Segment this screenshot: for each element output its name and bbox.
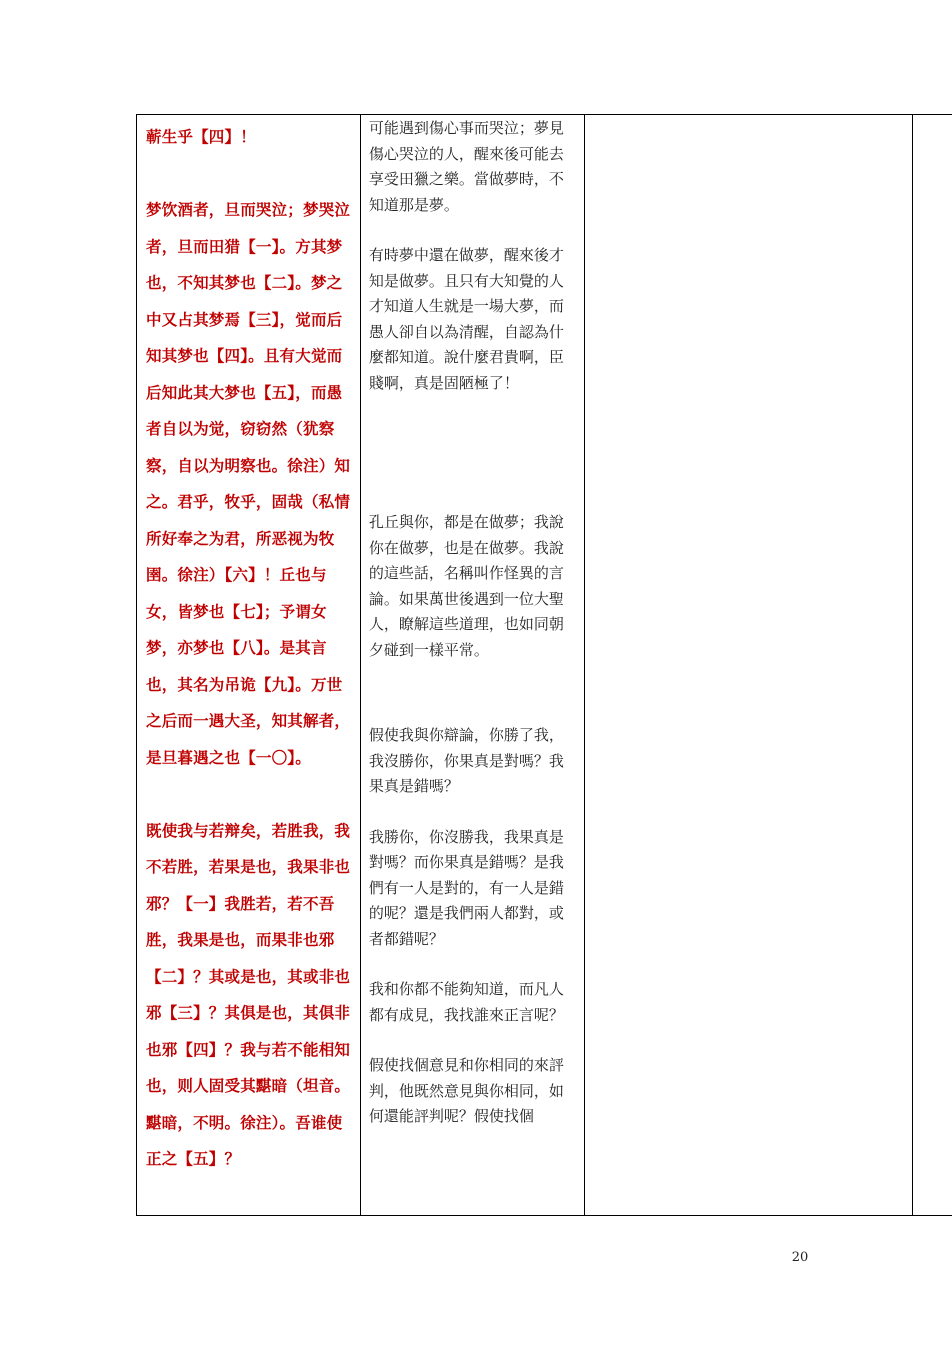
original-text-cell — [137, 115, 361, 1216]
translation-paragraph-7: 假使找個意見和你相同的來評判，他既然意見與你相同，如何還能評判呢？假使找個 — [368, 1056, 564, 1125]
original-paragraph-1: 蕲生乎【四】！ — [146, 128, 256, 146]
page-number: 20 — [791, 1250, 809, 1265]
original-paragraph-2: 梦饮酒者，旦而哭泣；梦哭泣者，旦而田猎【一】。方其梦也，不知其梦也【二】。梦之中又占其梦焉【三】，觉而后知其梦也【四】。且有大觉而后知此其大梦也【五】，而愚者自以为觉，窃窃然（犹察察，自以为明察也。徐注）知之。君乎，牧乎，固哉（私情所好奉之为君，所恶视为牧圉。徐注）【六】！丘也与女，皆梦也【七】；予谓女梦，亦梦也【八】。是其言也，其名为吊诡【九】。万世之后而一遇大圣，知其解者，是旦暮遇之也【一〇】。 — [146, 201, 351, 767]
translation-paragraph-5: 我勝你，你沒勝我，我果真是對嗎？而你果真是錯嗎？是我們有一人是對的，有一人是錯的呢？還是我們兩人都對，或者都錯呢？ — [368, 827, 564, 948]
text-table — [136, 114, 952, 1216]
translation-cell — [360, 115, 584, 1216]
translation-paragraph-2: 有時夢中還在做夢，醒來後才知是做夢。且只有大知覺的人才知道人生就是一場大夢，而愚人卻自以為清醒，自認為什麼都知道。說什麼君貴啊，臣賤啊，真是固陋極了！ — [368, 246, 564, 392]
translation-paragraph-4: 假使我與你辯論，你勝了我，我沒勝你，你果真是對嗎？我果真是錯嗎？ — [368, 726, 564, 795]
empty-margin-cell — [912, 115, 952, 1216]
translation-paragraph-1: 可能遇到傷心事而哭泣；夢見傷心哭泣的人，醒來後可能去享受田獵之樂。當做夢時，不知道那是夢。 — [368, 119, 564, 214]
empty-notes-cell — [585, 115, 912, 1216]
translation-paragraph-6: 我和你都不能夠知道，而凡人都有成見，我找誰來正言呢？ — [368, 980, 564, 1024]
original-paragraph-3: 既使我与若辩矣，若胜我，我不若胜，若果是也，我果非也邪？【一】我胜若，若不吾胜，我果是也，而果非也邪【二】？其或是也，其或非也邪【三】？其俱是也，其俱非也邪【四】？我与若不能相知也，则人固受其黮暗（坦音。黮暗，不明。徐注）。吾谁使正之【五】？ — [146, 821, 351, 1168]
table-row — [137, 115, 952, 1216]
translation-paragraph-3: 孔丘與你，都是在做夢；我說你在做夢，也是在做夢。我說的這些話，名稱叫作怪異的言論。如果萬世後遇到一位大聖人，瞭解這些道理，也如同朝夕碰到一樣平常。 — [368, 513, 564, 659]
